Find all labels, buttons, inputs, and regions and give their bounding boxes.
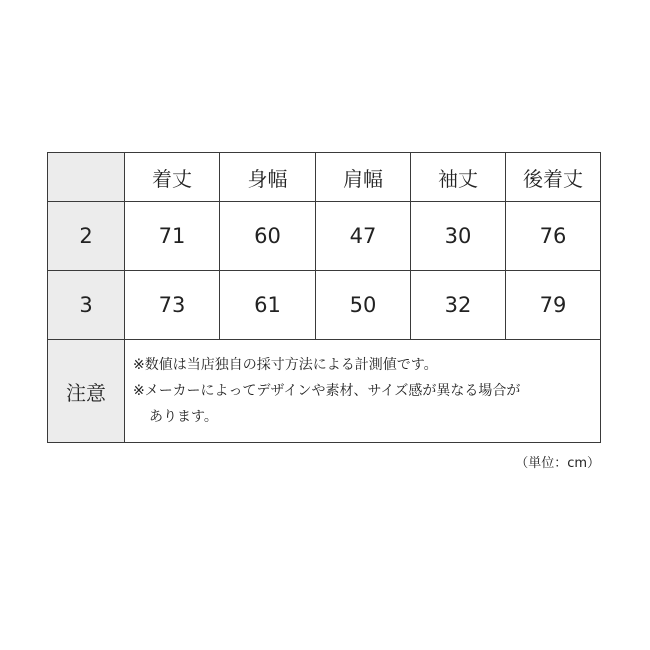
note-text <box>125 340 601 443</box>
note-label: 注意 <box>48 340 125 443</box>
table-cell: 76 <box>506 202 601 271</box>
header-shoulder-width: 肩幅 <box>316 153 411 202</box>
header-body-width: 身幅 <box>220 153 316 202</box>
table-cell: 61 <box>220 271 316 340</box>
table-cell: 60 <box>220 202 316 271</box>
size-label: 2 <box>48 202 125 271</box>
table-cell: 47 <box>316 202 411 271</box>
header-sleeve-length: 袖丈 <box>411 153 506 202</box>
table-cell: 71 <box>125 202 220 271</box>
note-row <box>48 340 601 443</box>
table-cell: 79 <box>506 271 601 340</box>
corner-cell <box>48 153 125 202</box>
unit-label: （単位：cm） <box>515 456 600 471</box>
size-label: 3 <box>48 271 125 340</box>
table-cell: 30 <box>411 202 506 271</box>
size-chart-table <box>47 152 601 443</box>
table-cell: 32 <box>411 271 506 340</box>
header-row <box>48 153 601 202</box>
header-length: 着丈 <box>125 153 220 202</box>
table-row <box>48 271 601 340</box>
table-row <box>48 202 601 271</box>
note-line: ※数値は当店独自の採寸方法による計測値です。 <box>133 357 438 373</box>
header-back-length: 後着丈 <box>506 153 601 202</box>
table-cell: 50 <box>316 271 411 340</box>
note-line: ※メーカーによってデザインや素材、サイズ感が異なる場合が <box>133 383 521 399</box>
note-line: あります。 <box>149 409 218 425</box>
table-cell: 73 <box>125 271 220 340</box>
